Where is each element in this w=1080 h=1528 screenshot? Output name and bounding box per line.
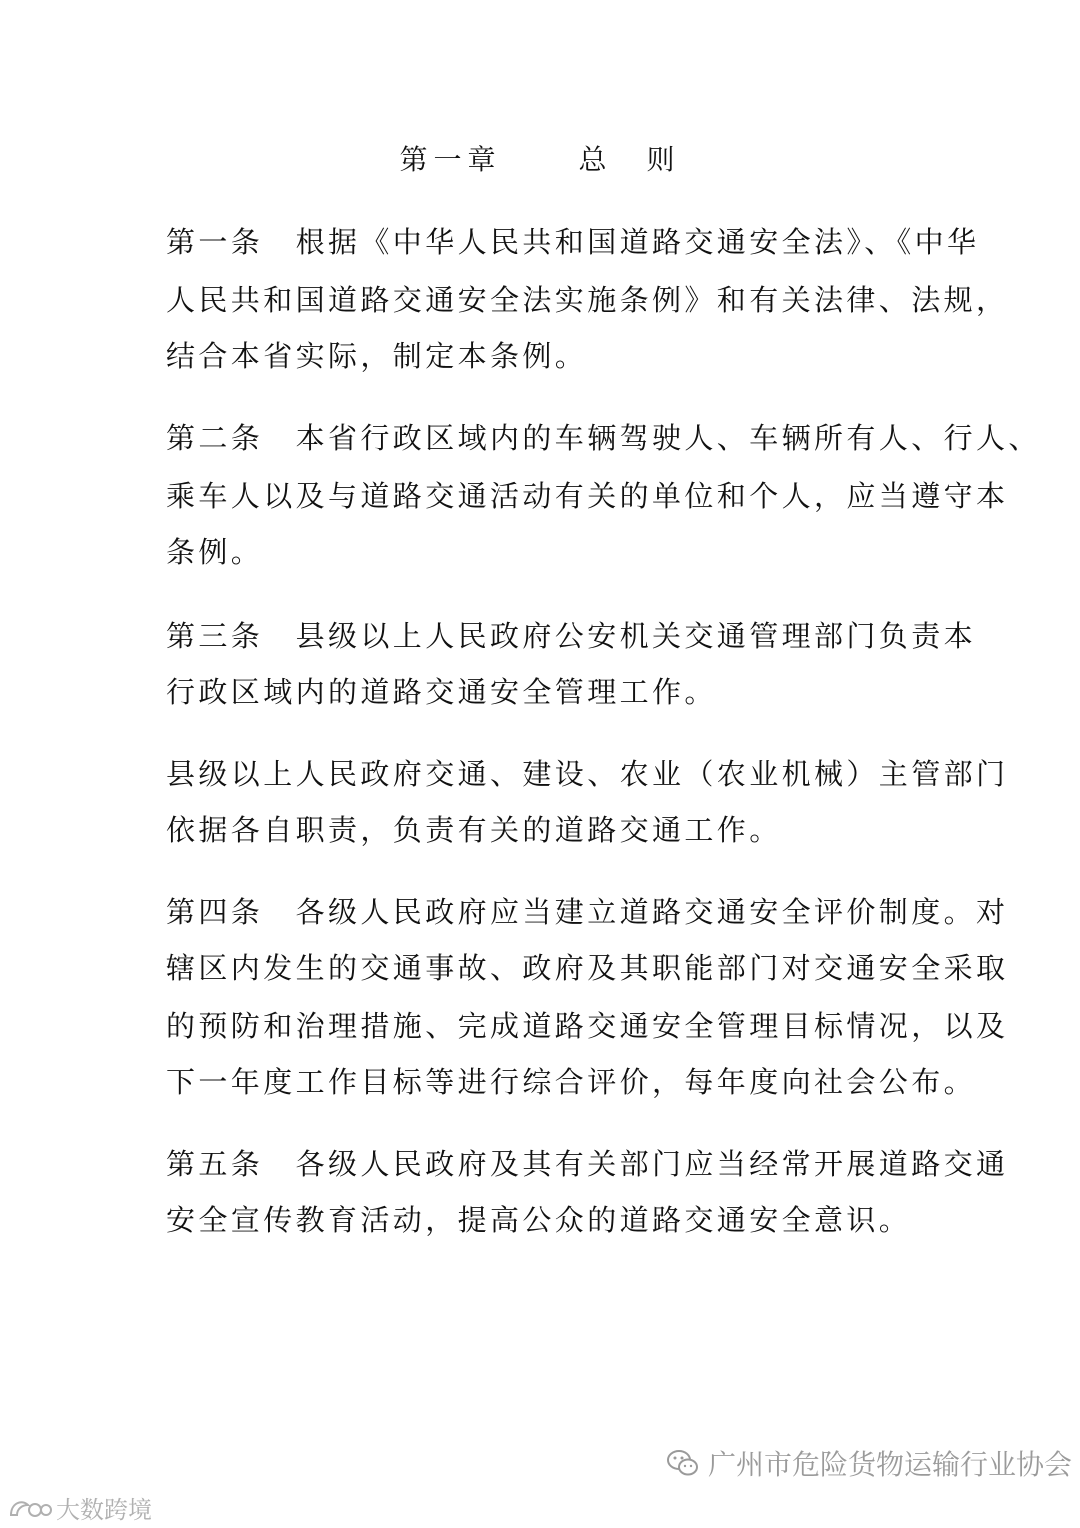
article-1-line-2: 人民共和国道路交通安全法实施条例》和有关法律、法规， [166,283,1009,317]
article-4-line-4: 下一年度工作目标等进行综合评价，每年度向社会公布。 [166,1065,977,1099]
article-2-line-1: 第二条 本省行政区域内的车辆驾驶人、车辆所有人、行人、 [166,421,1041,455]
article-1-line-1: 第一条 根据《中华人民共和国道路交通安全法》、《中华 [166,225,980,259]
article-4-line-1: 第四条 各级人民政府应当建立道路交通安全评价制度。对 [166,895,1009,929]
dashu-watermark [8,1490,152,1525]
article-3-line-2: 行政区域内的道路交通安全管理工作。 [166,675,717,709]
article-1-line-3: 结合本省实际，制定本条例。 [166,339,588,373]
wechat-account-name: 广州市危险货物运输行业协会 [708,1448,1073,1481]
article-4-line-3: 的预防和治理措施、完成道路交通安全管理目标情况，以及 [166,1009,1009,1043]
chapter-title: 第一章 总 则 [399,143,681,176]
wechat-icon [666,1448,700,1478]
article-5-line-2: 安全宣传教育活动，提高公众的道路交通安全意识。 [166,1203,912,1237]
dashu-logo-icon [8,1495,52,1521]
article-2-line-2: 乘车人以及与道路交通活动有关的单位和个人，应当遵守本 [166,479,1009,513]
article-3-para2-line-1: 县级以上人民政府交通、建设、农业（农业机械）主管部门 [166,757,1009,791]
wechat-watermark [666,1443,1072,1483]
article-3-line-1: 第三条 县级以上人民政府公安机关交通管理部门负责本 [166,619,977,653]
dashu-label: 大数跨境 [56,1496,152,1524]
article-5-line-1: 第五条 各级人民政府及其有关部门应当经常开展道路交通 [166,1147,1009,1181]
article-3-para2-line-2: 依据各自职责，负责有关的道路交通工作。 [166,813,782,847]
article-2-line-3: 条例。 [166,535,264,569]
article-4-line-2: 辖区内发生的交通事故、政府及其职能部门对交通安全采取 [166,951,1009,985]
